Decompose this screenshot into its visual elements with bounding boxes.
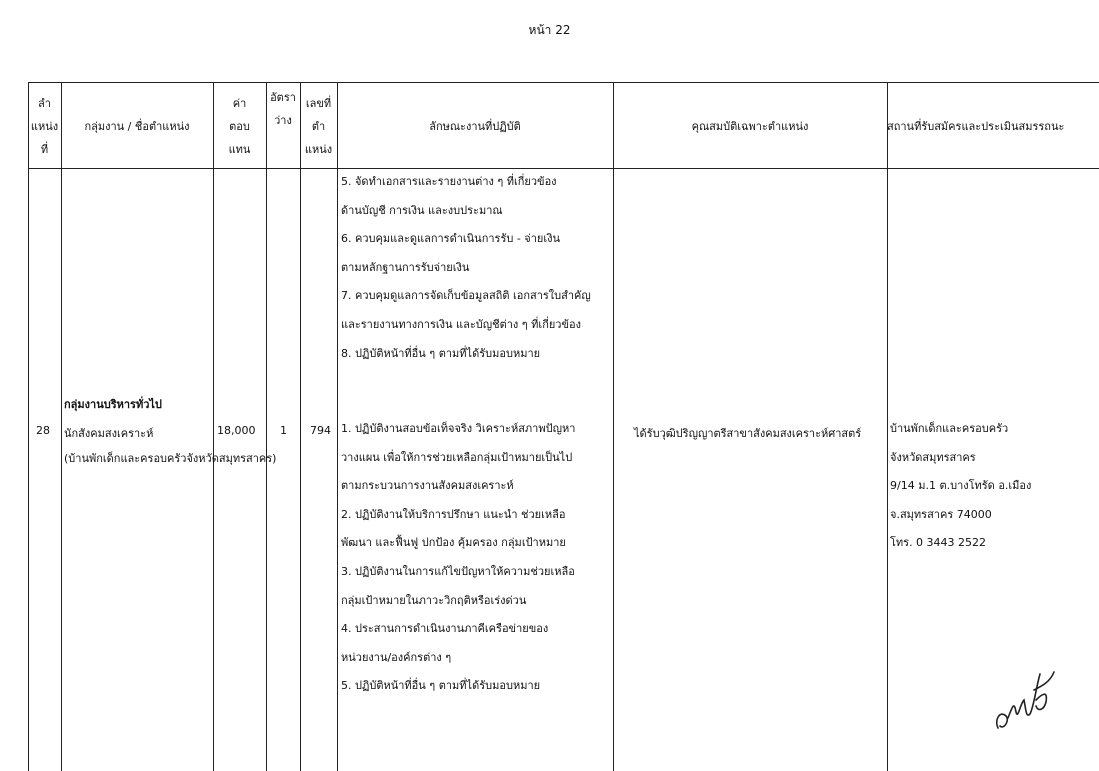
col-divider xyxy=(61,82,62,771)
signature xyxy=(990,660,1060,740)
table-top-border xyxy=(28,82,1099,83)
location-line: จังหวัดสมุทรสาคร xyxy=(890,450,976,464)
list-item: 8. ปฏิบัติหน้าที่อื่น ๆ ตามที่ได้รับมอบหมาย xyxy=(341,346,541,360)
position-title: นักสังคมสงเคราะห์ xyxy=(64,427,154,440)
list-item: 3. ปฏิบัติงานในการแก้ไขปัญหาให้ความช่วยเหลือ xyxy=(341,564,575,578)
header-position-no: เลขที่ ตำ แหน่ง xyxy=(304,96,333,156)
list-item: วางแผน เพื่อให้การช่วยเหลือกลุ่มเป้าหมายเป็นไป xyxy=(341,450,573,464)
list-item: หน่วยงาน/องค์กรต่าง ๆ xyxy=(341,650,452,664)
positions-table xyxy=(28,82,1099,771)
list-item: 6. ควบคุมและดูแลการดำเนินการรับ - จ่ายเงิน xyxy=(341,232,561,246)
position-unit: (บ้านพักเด็กและครอบครัวจังหวัดสมุทรสาคร) xyxy=(64,452,277,465)
list-item: 2. ปฏิบัติงานให้บริการปรึกษา แนะนำ ช่วยเหลือ xyxy=(341,507,566,521)
rate-value: 1 xyxy=(280,424,287,437)
group-name: กลุ่มงานบริหารทั่วไป xyxy=(64,398,162,411)
header-seq: ลำ แหน่ง ที่ xyxy=(30,96,59,156)
col-divider xyxy=(213,82,214,771)
duties-list xyxy=(341,415,575,701)
list-item: ตามกระบวนการงานสังคมสงเคราะห์ xyxy=(341,479,514,493)
list-item: ตามหลักฐานการรับจ่ายเงิน xyxy=(341,260,470,274)
list-item: พัฒนา และฟื้นฟู ปกป้อง คุ้มครอง กลุ่มเป้าหมาย xyxy=(341,536,566,550)
header-qualification: คุณสมบัติเฉพาะตำแหน่ง xyxy=(691,119,809,133)
header-group: กลุ่มงาน / ชื่อตำแหน่ง xyxy=(84,119,190,133)
col-divider xyxy=(300,82,301,771)
position-no-value: 794 xyxy=(310,424,331,437)
pay-value: 18,000 xyxy=(217,424,256,437)
list-item: 5. จัดทำเอกสารและรายงานต่าง ๆ ที่เกี่ยวข้อง xyxy=(341,175,557,188)
col-divider xyxy=(266,82,267,771)
duties-previous-list xyxy=(341,168,591,368)
col-divider xyxy=(337,82,338,771)
list-item: ด้านบัญชี การเงิน และงบประมาณ xyxy=(341,203,503,217)
col-divider xyxy=(887,82,888,771)
page-number: หน้า 22 xyxy=(528,23,571,37)
qualification-text: ได้รับวุฒิปริญญาตรีสาขาสังคมสงเคราะห์ศาสตร์ xyxy=(634,427,862,440)
location-block xyxy=(890,415,1031,558)
header-rate: อัตรา ว่าง xyxy=(270,91,296,127)
list-item: และรายงานทางการเงิน และบัญชีต่าง ๆ ที่เกี่ยวข้อง xyxy=(341,317,581,331)
location-line: 9/14 ม.1 ต.บางโทรัด อ.เมือง xyxy=(890,479,1032,493)
location-line: จ.สมุทรสาคร 74000 xyxy=(890,507,992,521)
header-pay: ค่า ตอบ แทน xyxy=(228,96,251,156)
list-item: 7. ควบคุมดูแลการจัดเก็บข้อมูลสถิติ เอกสารใบสำคัญ xyxy=(341,289,591,303)
col-divider xyxy=(28,82,29,771)
header-duties: ลักษณะงานที่ปฏิบัติ xyxy=(429,119,521,133)
location-line: บ้านพักเด็กและครอบครัว xyxy=(890,422,1009,435)
location-line: โทร. 0 3443 2522 xyxy=(890,536,987,550)
header-location: สถานที่รับสมัครและประเมินสมรรถนะ xyxy=(887,119,1065,133)
row-seq: 28 xyxy=(36,424,50,437)
list-item: 5. ปฏิบัติหน้าที่อื่น ๆ ตามที่ได้รับมอบหมาย xyxy=(341,679,541,693)
list-item: 1. ปฏิบัติงานสอบข้อเท็จจริง วิเคราะห์สภาพปัญหา xyxy=(341,422,576,435)
list-item: กลุ่มเป้าหมายในภาวะวิกฤติหรือเร่งด่วน xyxy=(341,593,527,607)
list-item: 4. ประสานการดำเนินงานภาคีเครือข่ายของ xyxy=(341,622,549,636)
col-divider xyxy=(613,82,614,771)
